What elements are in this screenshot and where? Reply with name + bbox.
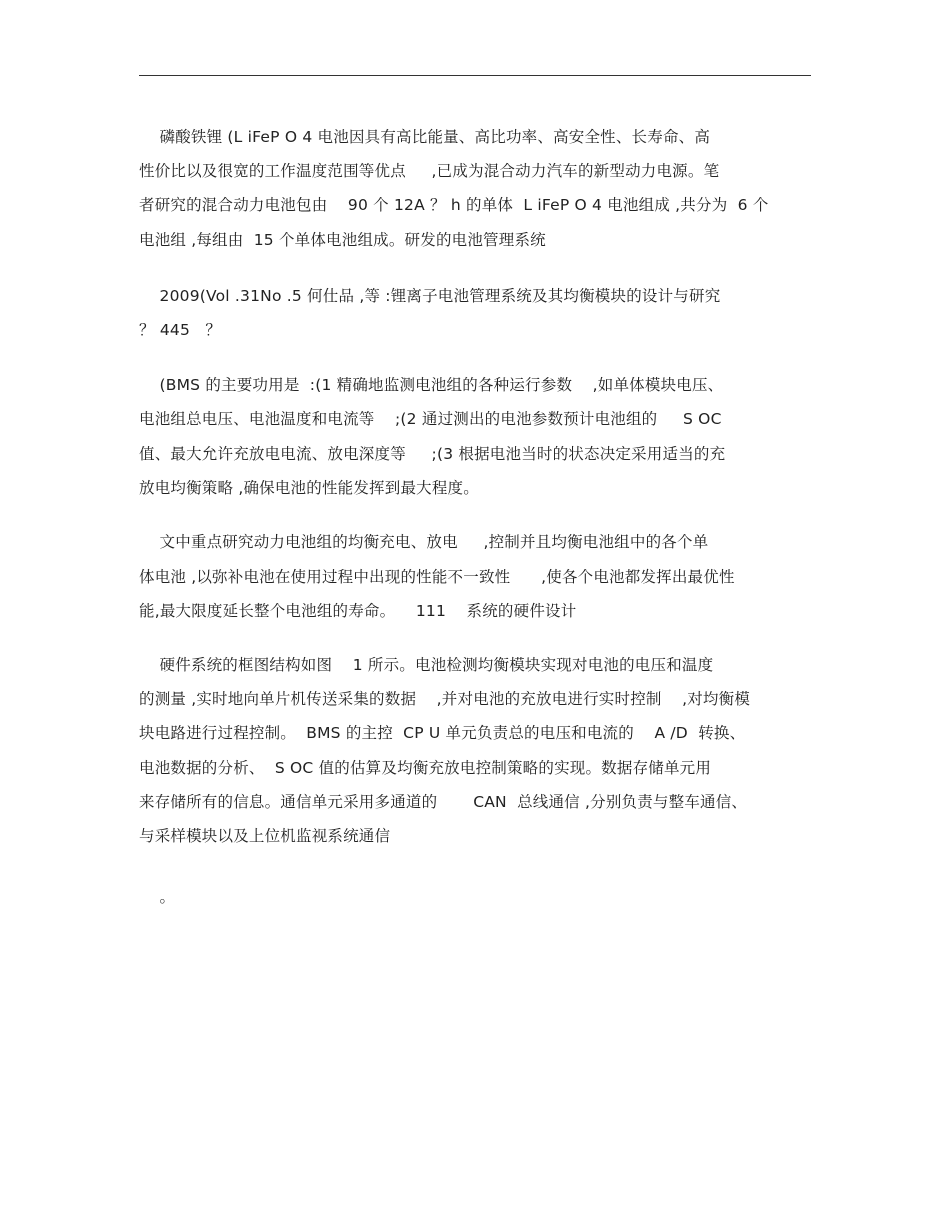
text-line: 硬件系统的框图结构如图 1 所示。电池检测均衡模块实现对电池的电压和温度 xyxy=(139,656,714,674)
text-line: 能,最大限度延长整个电池组的寿命。 111 系统的硬件设计 xyxy=(139,602,577,620)
text-line: ？ 445 ？ xyxy=(139,321,222,339)
text-line: 。 xyxy=(139,888,176,906)
text-line: (BMS 的主要功用是 :(1 精确地监测电池组的各种运行参数 ,如单体模块电压、 xyxy=(139,376,724,394)
text-line: 与采样模块以及上位机监视系统通信 xyxy=(139,827,391,845)
text-line: 者研究的混合动力电池包由 90 个 12A ？ h 的单体 L iFeP O 4 电池组成 ,共分为 6 个 xyxy=(139,196,769,214)
text-line: 2009(Vol .31No .5 何仕品 ,等 :锂离子电池管理系统及其均衡模块的设计与研究 xyxy=(139,287,721,305)
text-line: 的测量 ,实时地向单片机传送采集的数据 ,并对电池的充放电进行实时控制 ,对均衡模 xyxy=(139,690,751,708)
text-line: 来存储所有的信息。通信单元采用多通道的 CAN 总线通信 ,分别负责与整车通信、 xyxy=(139,793,748,811)
text-line: 块电路进行过程控制。 BMS 的主控 CP U 单元负责总的电压和电流的 A /D 转换、 xyxy=(139,724,746,742)
header-rule xyxy=(139,75,811,76)
text-line: 电池数据的分析、 S OC 值的估算及均衡充放电控制策略的实现。数据存储单元用 xyxy=(139,759,712,777)
text-line: 值、最大允许充放电电流、放电深度等 ;(3 根据电池当时的状态决定采用适当的充 xyxy=(139,445,726,463)
text-line: 电池组 ,每组由 15 个单体电池组成。研发的电池管理系统 xyxy=(139,231,546,249)
text-line: 放电均衡策略 ,确保电池的性能发挥到最大程度。 xyxy=(139,479,479,497)
text-line: 磷酸铁锂 (L iFeP O 4 电池因具有高比能量、高比功率、高安全性、长寿命、高 xyxy=(139,128,711,146)
text-line: 性价比以及很宽的工作温度范围等优点 ,已成为混合动力汽车的新型动力电源。笔 xyxy=(139,162,720,180)
text-line: 体电池 ,以弥补电池在使用过程中出现的性能不一致性 ,使各个电池都发挥出最优性 xyxy=(139,568,735,586)
text-line: 电池组总电压、电池温度和电流等 ;(2 通过测出的电池参数预计电池组的 S OC xyxy=(139,410,722,428)
text-line: 文中重点研究动力电池组的均衡充电、放电 ,控制并且均衡电池组中的各个单 xyxy=(139,533,709,551)
